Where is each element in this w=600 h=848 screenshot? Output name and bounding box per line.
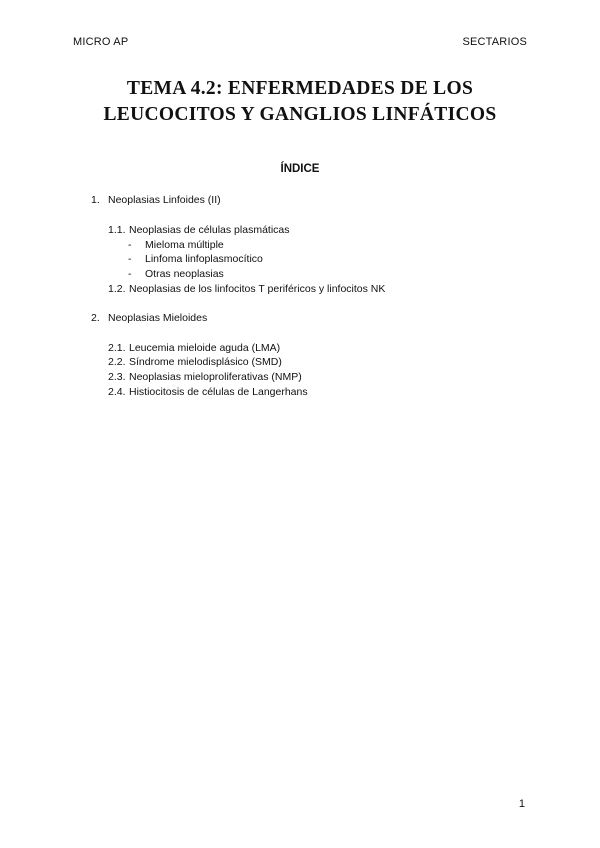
toc-section-2-label: Neoplasias Mieloides: [108, 312, 208, 324]
toc-item-1-1-number: 1.1.: [108, 224, 126, 236]
toc-item-2-4-number: 2.4.: [108, 386, 126, 398]
header-right-text: SECTARIOS: [462, 36, 527, 48]
toc-item-2-2-number: 2.2.: [108, 356, 126, 368]
toc-item-2-2-label: Síndrome mielodisplásico (SMD): [129, 356, 282, 368]
toc-subitem-otras: Otras neoplasias: [145, 268, 224, 280]
toc-item-2-1-number: 2.1.: [108, 342, 126, 354]
toc-bullet-dash: -: [128, 239, 132, 251]
toc-subitem-linfoma: Linfoma linfoplasmocítico: [145, 253, 263, 265]
toc-item-1-1-label: Neoplasias de células plasmáticas: [129, 224, 290, 236]
toc-section-1-number: 1.: [91, 194, 100, 206]
toc-item-1-2-number: 1.2.: [108, 283, 126, 295]
document-title: [60, 76, 540, 128]
page-number: 1: [518, 798, 525, 810]
toc-item-2-3-label: Neoplasias mieloproliferativas (NMP): [129, 371, 302, 383]
toc-subitem-mieloma: Mieloma múltiple: [145, 239, 224, 251]
toc-bullet-dash: -: [128, 268, 132, 280]
toc-section-2-number: 2.: [91, 312, 100, 324]
toc-section-1-label: Neoplasias Linfoides (II): [108, 194, 221, 206]
title-line-1: TEMA 4.2: ENFERMEDADES DE LOS: [126, 78, 474, 99]
toc-item-2-1-label: Leucemia mieloide aguda (LMA): [129, 342, 281, 354]
toc-item-1-2-label: Neoplasias de los linfocitos T periféricos y linfocitos NK: [129, 283, 386, 295]
toc-item-2-4-label: Histiocitosis de células de Langerhans: [129, 386, 308, 398]
index-heading: ÍNDICE: [280, 163, 320, 175]
toc-item-2-3-number: 2.3.: [108, 371, 126, 383]
title-line-2: LEUCOCITOS Y GANGLIOS LINFÁTICOS: [103, 104, 497, 125]
header-left-text: MICRO AP: [73, 36, 129, 48]
toc-bullet-dash: -: [128, 253, 132, 265]
